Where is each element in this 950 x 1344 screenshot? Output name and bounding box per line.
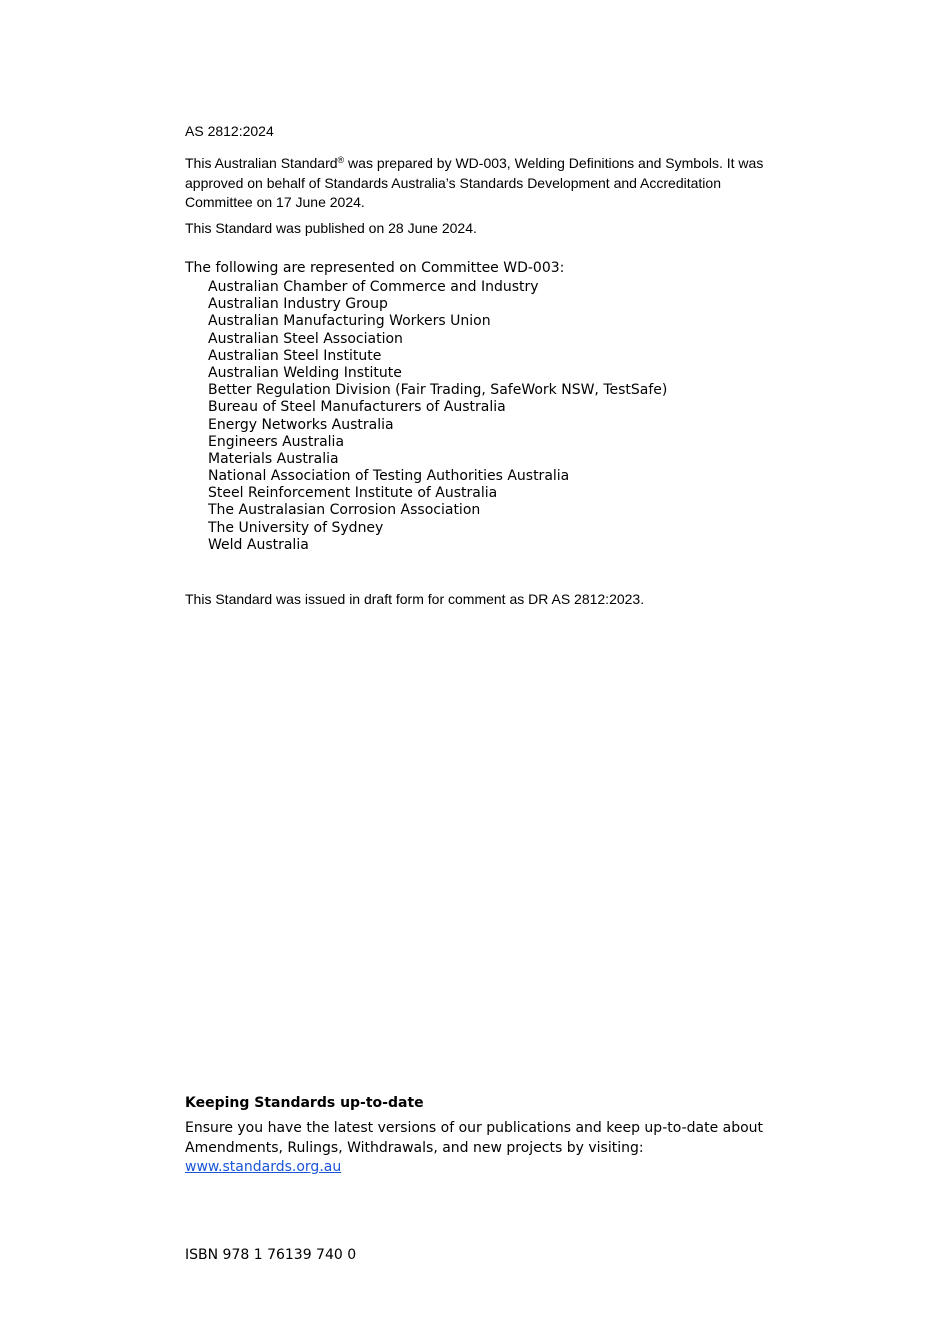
standard-number: AS 2812:2024 bbox=[185, 123, 274, 139]
committee-member: The University of Sydney bbox=[208, 519, 384, 536]
committee-member: Australian Manufacturing Workers Union bbox=[208, 313, 491, 330]
standards-website-link[interactable]: www.standards.org.au bbox=[185, 1159, 342, 1175]
isbn: ISBN 978 1 76139 740 0 bbox=[185, 1247, 357, 1263]
preparation-suffix: was prepared by WD-003, Welding Definitions and Symbols. It was approved on behalf of Standards Australia’s Standards Development and Accreditation Committee on 17 June 2024. bbox=[185, 155, 764, 210]
committee-member: Better Regulation Division (Fair Trading, SafeWork NSW, TestSafe) bbox=[208, 382, 668, 399]
keeping-up-to-date-heading: Keeping Standards up-to-date bbox=[185, 1095, 424, 1111]
preparation-statement bbox=[185, 154, 775, 213]
committee-member: Materials Australia bbox=[208, 450, 339, 467]
committee-member: The Australasian Corrosion Association bbox=[208, 502, 481, 519]
committee-member: Engineers Australia bbox=[208, 433, 345, 450]
committee-member: Australian Industry Group bbox=[208, 296, 388, 313]
preparation-prefix: This Australian Standard bbox=[185, 155, 338, 171]
committee-member: Bureau of Steel Manufacturers of Australia bbox=[208, 399, 506, 416]
registered-mark: ® bbox=[337, 155, 345, 165]
committee-member: Australian Chamber of Commerce and Industry bbox=[208, 279, 539, 295]
committee-member: National Association of Testing Authorities Australia bbox=[208, 468, 570, 485]
committee-intro: The following are represented on Committee WD-003: bbox=[185, 260, 565, 276]
committee-member: Australian Steel Institute bbox=[208, 347, 382, 364]
published-date: This Standard was published on 28 June 2024. bbox=[185, 220, 477, 236]
committee-member-list bbox=[208, 279, 667, 554]
draft-notice: This Standard was issued in draft form for comment as DR AS 2812:2023. bbox=[185, 591, 645, 607]
committee-member: Steel Reinforcement Institute of Australia bbox=[208, 485, 498, 502]
committee-member: Weld Australia bbox=[208, 536, 309, 553]
committee-member: Australian Welding Institute bbox=[208, 364, 402, 381]
keeping-up-to-date-text: Ensure you have the latest versions of our publications and keep up-to-date about Amendments, Rulings, Withdrawals, and new projects by visiting: bbox=[185, 1120, 764, 1156]
committee-member: Australian Steel Association bbox=[208, 330, 403, 347]
committee-member: Energy Networks Australia bbox=[208, 416, 394, 433]
